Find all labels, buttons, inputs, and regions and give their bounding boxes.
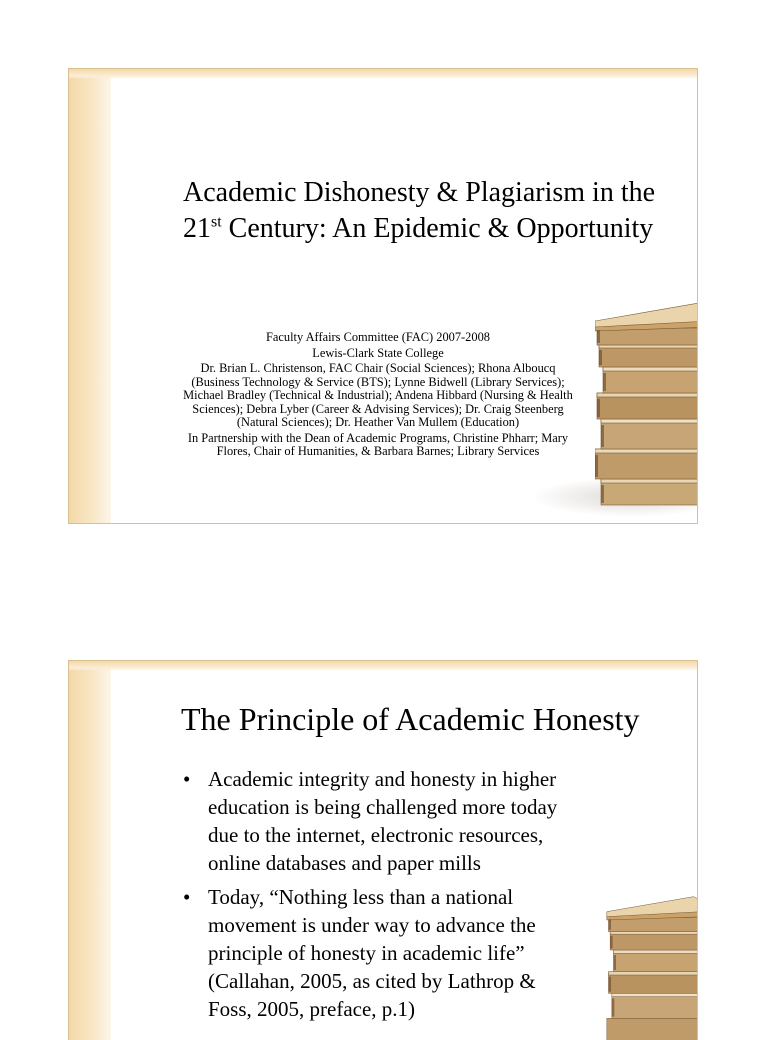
bullet-item xyxy=(181,765,561,877)
credit-line: Faculty Affairs Committee (FAC) 2007-2008 xyxy=(266,330,490,344)
title-superscript: st xyxy=(211,213,222,231)
bullet-text: Today, “Nothing less than a national movement is under way to advance the principle of honesty in academic life” (Callahan, 2005, as cited by Lathrop & Foss, 2005, preface, p.1) xyxy=(208,885,536,1021)
title-line: Academic Dishonesty & Plagiarism in the xyxy=(183,177,656,208)
stack-of-books-icon xyxy=(595,301,698,517)
decorative-band-left xyxy=(69,661,111,1040)
slide-body xyxy=(111,671,697,1040)
decorative-band-top xyxy=(69,661,697,671)
bullet-item xyxy=(181,883,561,1023)
slide-2 xyxy=(68,660,698,1040)
title-number: 21 xyxy=(183,213,211,244)
credit-line: Dr. Brian L. Christenson, FAC Chair (Social Sciences); Rhona Alboucq (Business Technology & Service (BTS); Lynne Bidwell (Library Services); Michael Bradley (Technical & Industrial); Andena Hibbard (Nursing & Health Sciences); Debra Lyber (Career & Advising Services); Dr. Craig Steenberg (Natural Sciences); Dr. Heather Van Mullem (Education) xyxy=(183,361,573,429)
credits-block xyxy=(183,331,573,461)
credit-line: In Partnership with the Dean of Academic Programs, Christine Phharr; Mary Flores, Chair of Humanities, & Barbara Barnes; Library Services xyxy=(187,430,569,458)
slide-title xyxy=(183,175,698,247)
stack-of-books-icon xyxy=(595,895,698,1040)
decorative-band-left xyxy=(69,69,111,523)
bullet-text: Academic integrity and honesty in higher education is being challenged more today due to the internet, electronic resources, online databases and paper mills xyxy=(208,767,558,875)
title-line: Century: An Epidemic & Opportunity xyxy=(221,213,654,244)
slide-title: The Principle of Academic Honesty xyxy=(181,701,640,737)
slide-body xyxy=(111,79,697,523)
bullet-symbol: • xyxy=(183,767,191,791)
bullet-symbol: • xyxy=(183,885,191,909)
decorative-band-top xyxy=(69,69,697,79)
bullet-list xyxy=(181,765,561,1029)
credit-line: Lewis-Clark State College xyxy=(312,345,444,360)
slide-1 xyxy=(68,68,698,524)
